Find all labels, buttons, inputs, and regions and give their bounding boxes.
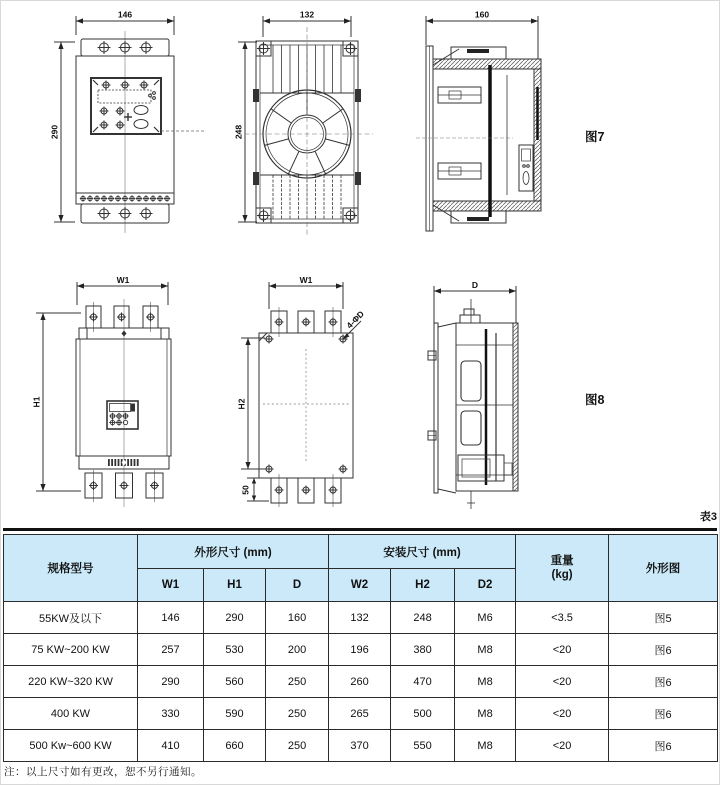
table-row [4, 698, 718, 730]
header-weight-line2: (kg) [551, 569, 573, 581]
cell-w2: 196 [329, 634, 391, 666]
drawing-side-view-large [426, 275, 546, 521]
cell-model: 55KW及以下 [4, 602, 138, 634]
drawing-front-view-large [19, 275, 219, 521]
cell-d: 160 [266, 602, 329, 634]
figure8-label: 图8 [585, 393, 605, 407]
drawing-front-view-small [19, 5, 219, 257]
cell-w1: 330 [138, 698, 204, 730]
cell-h1: 590 [204, 698, 266, 730]
cell-h1: 530 [204, 634, 266, 666]
header-d: D [266, 569, 329, 602]
cell-h1: 290 [204, 602, 266, 634]
header-w1: W1 [138, 569, 204, 602]
dim-label-offset: 50 [240, 485, 251, 495]
dim-label-width: D [471, 280, 479, 290]
cell-w2: 260 [329, 666, 391, 698]
header-h2: H2 [391, 569, 455, 602]
cell-w2: 132 [329, 602, 391, 634]
table-row [4, 634, 718, 666]
dim-label-width: W1 [116, 275, 130, 285]
cell-model: 220 KW~320 KW [4, 666, 138, 698]
footnote: 注：以上尺寸如有更改，恕不另行通知。 [4, 766, 202, 778]
drawing-rear-view-small [229, 5, 379, 257]
cell-d: 250 [266, 698, 329, 730]
cell-h2: 470 [391, 666, 455, 698]
cell-w1: 146 [138, 602, 204, 634]
drawing-side-section-small [411, 5, 561, 257]
spec-table [3, 534, 718, 762]
table-row [4, 730, 718, 762]
cell-figure: 图6 [609, 634, 718, 666]
header-model: 规格型号 [4, 535, 138, 602]
cell-w2: 370 [329, 730, 391, 762]
cell-figure: 图6 [609, 730, 718, 762]
dim-label-height: 248 [233, 124, 244, 140]
keypad-panel [107, 401, 138, 429]
cell-h2: 380 [391, 634, 455, 666]
dim-label-mounting-holes: 4-ΦD [344, 308, 367, 331]
cell-weight: <20 [516, 666, 609, 698]
table-tag: 表3 [699, 511, 717, 523]
cell-d2: M6 [455, 602, 516, 634]
dim-label-width: W1 [299, 275, 313, 285]
header-mount-dims: 安装尺寸 (mm) [329, 535, 516, 569]
dim-label-height: H1 [31, 396, 42, 408]
cell-h1: 660 [204, 730, 266, 762]
cell-weight: <20 [516, 634, 609, 666]
dim-label-width: 160 [474, 9, 490, 20]
cell-h2: 550 [391, 730, 455, 762]
cell-d: 250 [266, 730, 329, 762]
table-row [4, 602, 718, 634]
cell-d2: M8 [455, 666, 516, 698]
header-d2: D2 [455, 569, 516, 602]
cell-d2: M8 [455, 698, 516, 730]
cell-w2: 265 [329, 698, 391, 730]
cell-weight: <20 [516, 730, 609, 762]
header-weight-line1: 重量 [550, 554, 574, 567]
cell-h2: 248 [391, 602, 455, 634]
table-top-rule [3, 528, 717, 531]
keypad-panel [91, 78, 161, 134]
terminal-strip [80, 195, 170, 201]
header-w2: W2 [329, 569, 391, 602]
connector-panel [519, 145, 533, 191]
header-h1: H1 [204, 569, 266, 602]
cell-w1: 410 [138, 730, 204, 762]
cell-model: 500 Kw~600 KW [4, 730, 138, 762]
cell-w1: 290 [138, 666, 204, 698]
cell-weight: <20 [516, 698, 609, 730]
cell-h2: 500 [391, 698, 455, 730]
dim-label-width: 132 [299, 9, 315, 20]
cell-d2: M8 [455, 634, 516, 666]
cell-h1: 560 [204, 666, 266, 698]
header-outline-dims: 外形尺寸 (mm) [138, 535, 329, 569]
table-row [4, 666, 718, 698]
cell-model: 75 KW~200 KW [4, 634, 138, 666]
cell-weight: <3.5 [516, 602, 609, 634]
cell-figure: 图6 [609, 666, 718, 698]
cell-figure: 图6 [609, 698, 718, 730]
drawing-mounting-view-large [223, 275, 423, 521]
cell-d: 200 [266, 634, 329, 666]
cell-figure: 图5 [609, 602, 718, 634]
dim-label-height: H2 [236, 398, 247, 410]
header-weight [516, 535, 609, 602]
cell-d: 250 [266, 666, 329, 698]
header-outline-figure: 外形图 [609, 535, 718, 602]
figure7-label: 图7 [585, 130, 605, 144]
cell-model: 400 KW [4, 698, 138, 730]
cell-d2: M8 [455, 730, 516, 762]
dim-label-height: 290 [49, 124, 60, 140]
cell-w1: 257 [138, 634, 204, 666]
dim-label-width: 146 [117, 9, 133, 20]
